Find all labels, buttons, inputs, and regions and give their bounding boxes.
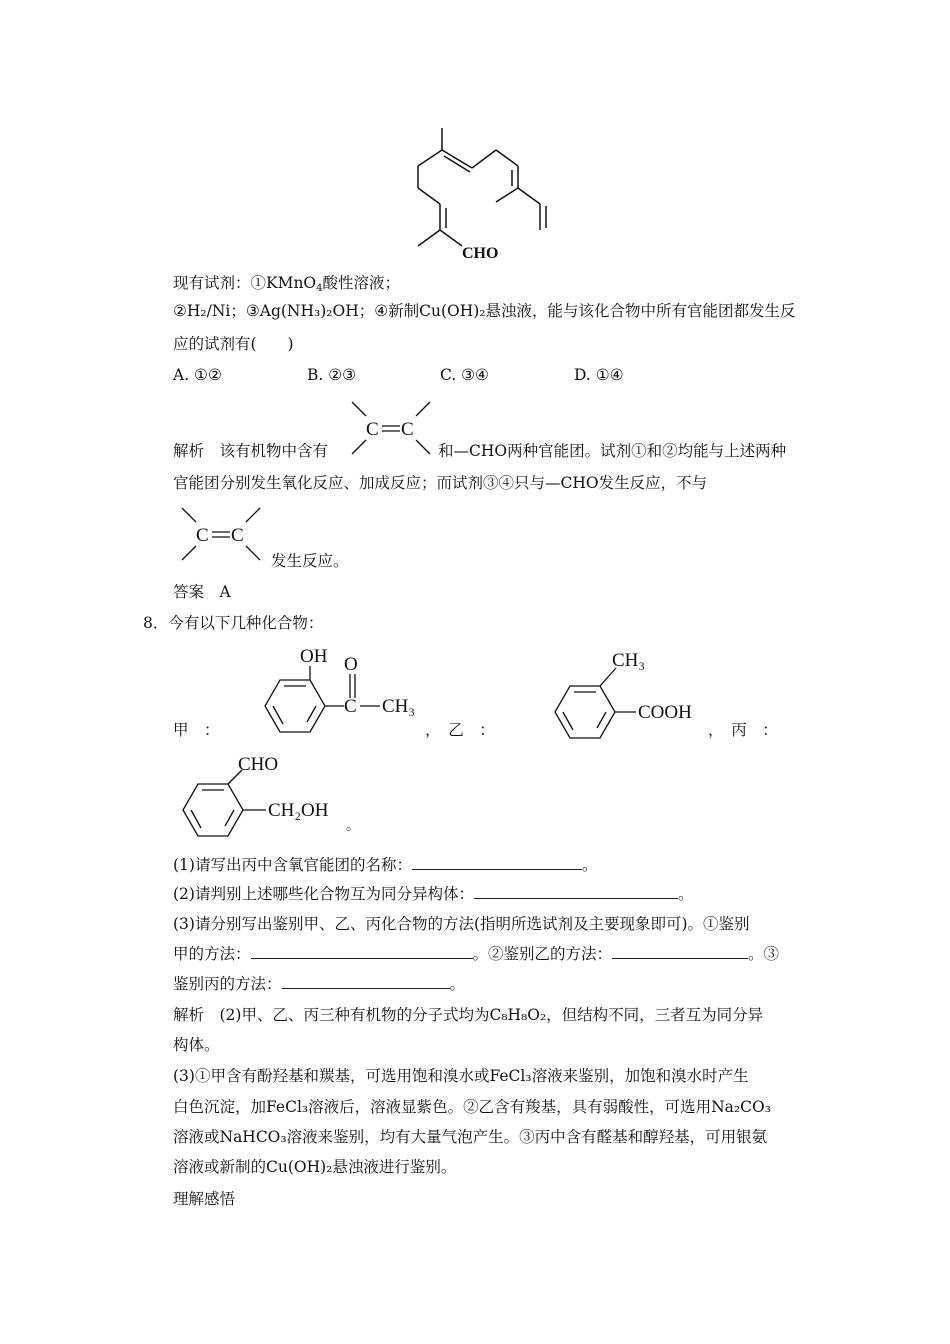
blank-yi-method[interactable] <box>612 944 748 959</box>
jia-c: C <box>344 696 357 717</box>
q8-analysis-5: 溶液或NaHCO₃溶液来鉴别，均有大量气泡产生。③丙中含有醛基和醇羟基，可用银氨 <box>173 1128 768 1146</box>
bing-label: ， 丙 ： <box>708 721 778 739</box>
q8-analysis-1: 解析 (2)甲、乙、丙三种有机物的分子式均为C₈H₈O₂，但结构不同，三者互为同分异 <box>173 1006 764 1024</box>
cc-double-bond-2 <box>176 504 266 566</box>
q8-q1: (1)请写出丙中含氧官能团的名称： 。 <box>173 856 598 874</box>
option-b: B. ②③ <box>307 366 357 384</box>
cc-atom-left: C <box>366 419 379 440</box>
blank-q2[interactable] <box>474 884 678 899</box>
jia-o: O <box>344 654 358 675</box>
q7-answer: 答案 A <box>173 583 231 601</box>
blank-q1[interactable] <box>412 855 582 870</box>
bing-end: 。 <box>346 819 360 834</box>
q8-analysis-6: 溶液或新制的Cu(OH)₂悬浊液进行鉴别。 <box>173 1158 457 1176</box>
q7-reagents-3: 应的试剂有( ) <box>173 335 294 353</box>
cc-atom-right-2: C <box>231 525 244 546</box>
q8-q3-2: 甲的方法： 。②鉴别乙的方法： 。③ <box>173 945 780 963</box>
option-d: D. ①④ <box>574 366 624 384</box>
yi-label: ， 乙 ： <box>425 721 495 739</box>
bing-cho: CHO <box>238 754 279 775</box>
option-c: C. ③④ <box>440 366 489 384</box>
q8-q3-3: 鉴别丙的方法： 。 <box>173 975 466 993</box>
q8-stem: 8．今有以下几种化合物： <box>143 614 324 632</box>
yi-cooh: COOH <box>638 702 692 723</box>
cc-atom-left-2: C <box>196 525 209 546</box>
q8-analysis-4: 白色沉淀，加FeCl₃溶液后，溶液显紫色。②乙含有羧基，具有弱酸性，可选用Na₂CO₃ <box>173 1098 771 1116</box>
q7-analysis-2: 官能团分别发生氧化反应、加成反应；而试剂③④只与—CHO发生反应，不与 <box>173 474 708 492</box>
blank-jia-method[interactable] <box>251 944 473 959</box>
structure-yi <box>544 640 724 740</box>
yi-ch3: CH₃ <box>612 650 646 671</box>
structure-bing <box>170 750 360 840</box>
jia-label: 甲 ： <box>173 721 220 739</box>
q7-analysis-1b: 和—CHO两种官能团。试剂①和②均能与上述两种 <box>438 442 787 460</box>
q8-q3-1: (3)请分别写出鉴别甲、乙、丙化合物的方法(指明所选试剂及主要现象即可)。①鉴别 <box>173 915 750 933</box>
q7-analysis-3: 发生反应。 <box>271 552 349 570</box>
q8-analysis-2: 构体。 <box>173 1036 220 1054</box>
jia-oh: OH <box>300 646 328 667</box>
q7-analysis-1a: 解析 该有机物中含有 <box>173 442 329 460</box>
structure-jia <box>246 640 436 740</box>
q8-q2: (2)请判别上述哪些化合物互为同分异构体： 。 <box>173 885 694 903</box>
jia-ch3: CH₃ <box>382 696 416 717</box>
cc-double-bond-1 <box>346 398 436 460</box>
q7-reagents-1: 现有试剂：①KMnO$_4$酸性溶液； <box>173 274 401 294</box>
bing-ch2oh: CH₂OH <box>268 800 329 821</box>
q8-analysis-3: (3)①甲含有酚羟基和羰基，可选用饱和溴水或FeCl₃溶液来鉴别，加饱和溴水时产生 <box>173 1067 749 1085</box>
option-a: A. ①② <box>173 366 222 384</box>
structure-aldehyde <box>400 118 560 268</box>
blank-bing-method[interactable] <box>282 974 450 989</box>
cc-atom-right: C <box>401 419 414 440</box>
q7-reagents-2: ②H₂/Ni；③Ag(NH₃)₂OH；④新制Cu(OH)₂悬浊液，能与该化合物中所有官能团都发生反 <box>173 302 796 320</box>
footer-understanding: 理解感悟 <box>173 1190 236 1208</box>
cho-label: CHO <box>462 245 499 262</box>
